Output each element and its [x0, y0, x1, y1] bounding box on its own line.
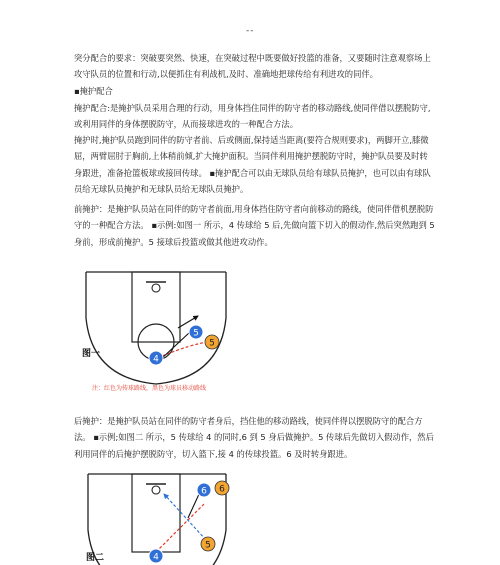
- cut-line: [164, 494, 206, 540]
- rim: [152, 284, 160, 292]
- player-orange-5-number: 5: [205, 540, 211, 551]
- front-screen-definition: 前掩护：是掩护队员站在同伴的防守者前面,用身体挡住防守者向前移动的路线，使同伴借机摆脱防守的一种配合方法。: [74, 204, 434, 231]
- player-orange-5-number: 5: [209, 338, 215, 349]
- figure2-label: 图二: [86, 553, 105, 563]
- figure-back-screen-diagram: [80, 470, 240, 565]
- figure1-caption: 注：红色为传球路线，黑色为球员移动路线: [92, 385, 207, 392]
- player-blue-5-number: 5: [193, 328, 199, 339]
- player-blue-4: [149, 549, 163, 563]
- back-screen-definition: 后掩护：是掩护队员站在同伴的防守者身后，挡住他的移动路线，使同伴得以摆脱防守的配合方法。: [74, 416, 423, 443]
- player-blue-6: [197, 483, 211, 497]
- player-blue-4-number: 4: [153, 552, 159, 563]
- court-arc-outer: [86, 272, 226, 384]
- figure-front-screen-diagram: [74, 268, 234, 403]
- player-blue-4: [149, 351, 163, 365]
- page-mark: --: [246, 26, 255, 36]
- figure1-label: 图一: [82, 349, 101, 359]
- rim: [152, 486, 160, 494]
- front-screen-example: ▪示例:如图一 所示，4 传球给 5 后,先做向篮下切入的假动作,然后突然跑到 5 身前，形成前掩护。5 接球后投篮或做其他进攻动作。: [74, 220, 435, 247]
- screen-types-text: ▪掩护配合可以由无球队员给有球队员掩护，也可以由有球队员给无球队员掩护和无球队员给无球队员掩护。: [74, 167, 431, 195]
- screen-technique-text: 掩护时,掩护队员跑到同伴的防守者前、后或侧面,保持适当距离(要符合规则要求)，两脚开立,膝微屈，两臂屈肘于胸前,上体稍前倾,扩大掩护面积。当同伴利用掩护摆脱防守时，掩护队员要及时转身跟进，准备抢篮板球或接回传球。: [74, 135, 429, 178]
- paragraph-screen-technique: [74, 132, 436, 198]
- player-blue-4-number: 4: [153, 354, 159, 365]
- player-orange-5: [205, 335, 219, 349]
- player-orange-6: [215, 481, 229, 495]
- screen-move-line: [188, 492, 200, 518]
- paragraph-back-screen: [74, 413, 436, 462]
- move-line: [160, 332, 190, 360]
- paragraph-cut-requirements: 突分配合的要求：突破要突然、快速，在突破过程中既要做好投篮的准备，又要随时注意观察场上攻守队员的位置和行动,以便抓住有利战机,及时、准确地把球传给有利进攻的同伴。: [74, 53, 431, 80]
- section-title-screen: ▪掩护配合: [74, 86, 113, 96]
- player-orange-5: [201, 537, 215, 551]
- player-blue-5: [189, 325, 203, 339]
- paragraph-front-screen: [74, 201, 436, 250]
- back-screen-example: ▪示例;如图二 所示，5 传球给 4 的同时,6 到 5 身后做掩护。5 传球后先做切入假动作，然后利用同伴的后掩护摆脱防守，切入篮下,接 4 的传球投篮。6 及时转身跟进。: [74, 432, 434, 459]
- pass-line: [162, 342, 208, 356]
- paragraph-screen-definition: 掩护配合:是掩护队员采用合理的行动，用身体挡住同伴的防守者的移动路线,使同伴借以摆脱防守,或利用同伴的身体摆脱防守，从而接球进攻的一种配合方法。: [74, 103, 431, 130]
- player-orange-6-number: 6: [219, 484, 225, 495]
- player-blue-6-number: 6: [201, 486, 207, 497]
